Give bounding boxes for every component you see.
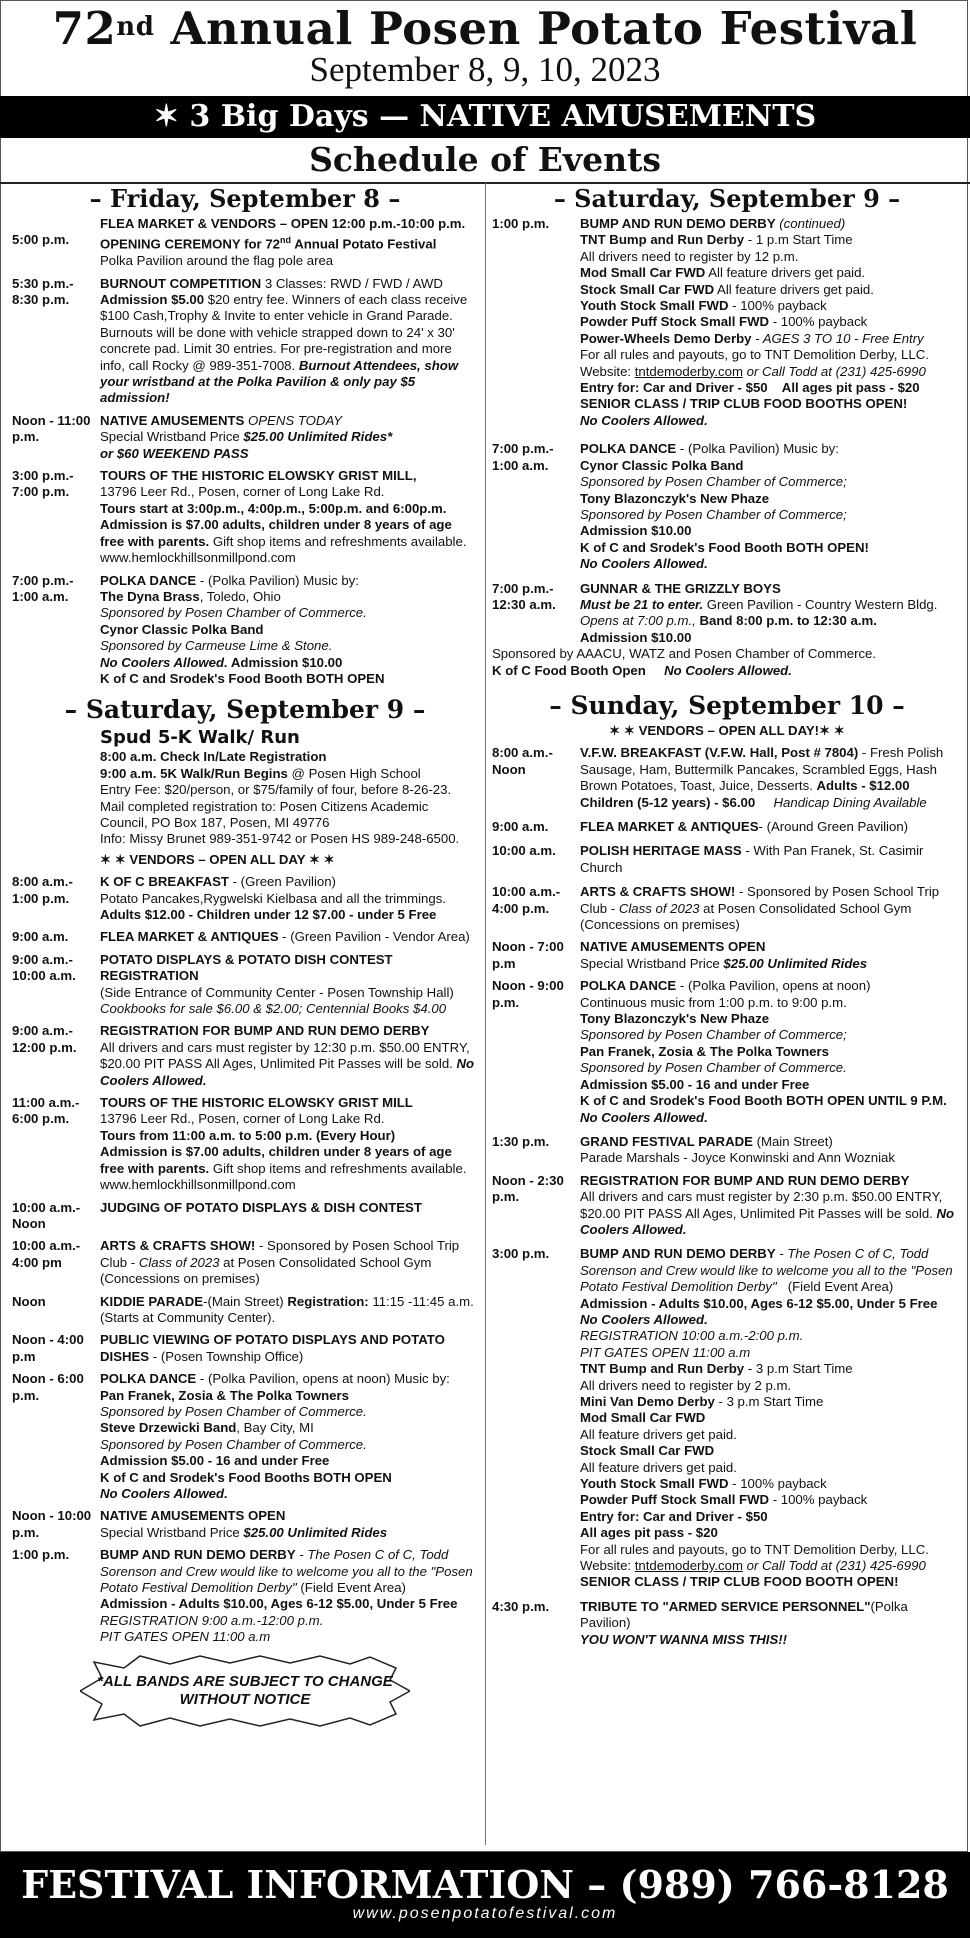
festival-information-phone: FESTIVAL INFORMATION – (989) 766-8128 [21, 1862, 949, 1907]
event-flea-market-sunday: 9:00 a.m. FLEA MARKET & ANTIQUES- (Around Green Pavilion) [492, 819, 909, 834]
event-arts-crafts-sunday: 10:00 a.m.- 4:00 p.m. ARTS & CRAFTS SHOW! - Sponsored by Posen School Trip Club - Class of 2023 at Posen Consolidated School Gym (Concessions on premises) [492, 884, 940, 933]
gunnar-sponsor-line: Sponsored by AAACU, WATZ and Posen Chamber of Commerce. K of C Food Booth Open No Coolers Allowed. [492, 646, 877, 678]
event-kofc-breakfast: 8:00 a.m.- 1:00 p.m. K OF C BREAKFAST - (Green Pavilion) Potato Pancakes,Rygwelski Kielbasa and all the trimmings. Adults $12.00 - Children under 12 $7.00 - under 5 Free [12, 874, 446, 923]
tnt-website-link-sunday[interactable]: tntdemoderby.com [634, 1558, 743, 1574]
bands-notice-starburst [80, 1654, 410, 1728]
spud-5k-title: Spud 5-K Walk/ Run [100, 727, 300, 749]
footer [0, 1852, 970, 1938]
page-title: 72nd Annual Posen Potato Festival [52, 2, 918, 55]
right-column [492, 182, 962, 1654]
festival-website[interactable]: www.posenpotatofestival.com [352, 1905, 618, 1922]
event-opening-ceremony: 5:00 p.m. OPENING CEREMONY for 72nd Annual Potato Festival Polka Pavilion around the flag pole area [12, 232, 437, 269]
friday-heading: – Friday, September 8 – [89, 184, 401, 213]
event-grist-mill-tours-saturday: 11:00 a.m.- 6:00 p.m. TOURS OF THE HISTORIC ELOWSKY GRIST MILL 13796 Leer Rd., Posen, corner of Long Lake Rd. Tours from 11:00 a.m. to 5:00 p.m. (Every Hour) Admission is $7.00 adults, children under 8 years of age free with parents. Gift shop items and refreshments available. www.hemlockhillsonmillpond.com [12, 1095, 467, 1193]
banner-native-amusements: ✶ 3 Big Days — NATIVE AMUSEMENTS [0, 96, 970, 138]
schedule-heading: Schedule of Events [0, 138, 970, 184]
festival-dates: September 8, 9, 10, 2023 [309, 50, 661, 89]
event-kiddie-parade: Noon KIDDIE PARADE-(Main Street) Registration: 11:15 -11:45 a.m. (Starts at Community Center). [12, 1293, 474, 1325]
event-judging: 10:00 a.m.- Noon JUDGING OF POTATO DISPLAYS & DISH CONTEST [12, 1199, 422, 1231]
event-grand-parade: 1:30 p.m. GRAND FESTIVAL PARADE (Main Street) Parade Marshals - Joyce Konwinski and Ann Wozniak [492, 1133, 895, 1166]
event-grist-mill-tours-friday: 3:00 p.m.- 7:00 p.m. TOURS OF THE HISTORIC ELOWSKY GRIST MILL, 13796 Leer Rd., Posen, corner of Long Lake Rd. Tours start at 3:00p.m., 4:00p.m., 5:00p.m. and 6:00p.m. Admission is $7.00 adults, children under 8 years of age free with parents. Gift shop items and refreshments available. www.hemlockhillsonmillpond.com [12, 468, 467, 566]
saturday-heading-right: – Saturday, September 9 – [553, 184, 901, 213]
event-native-amusements-sunday: Noon - 7:00 p.m NATIVE AMUSEMENTS OPEN Special Wristband Price $25.00 Unlimited Rides [492, 939, 868, 971]
event-arts-crafts-saturday: 10:00 a.m.- 4:00 pm ARTS & CRAFTS SHOW! - Sponsored by Posen School Trip Club - Class of 2023 at Posen Consolidated School Gym (Concessions on premises) [12, 1238, 460, 1287]
saturday-vendors-open: ✶ ✶ VENDORS – OPEN ALL DAY ✶ ✶ [100, 851, 335, 867]
event-burnout-competition: 5:30 p.m.- 8:30 p.m. BURNOUT COMPETITION 3 Classes: RWD / FWD / AWD Admission $5.00 $20 entry fee. Winners of each class receive $100 Cash,Trophy & Invite to enter vehicle in Grand Parade. Burnouts will be done with vehicle strapped down to 24' x 30' concrete pad. Limit 30 entries. For pre-registration and more info, call Rocky @ 989-351-7008. Burnout Attendees, show your wristband at the Polka Pavilion & only pay $5 admission! [12, 275, 468, 406]
event-demo-derby-sunday: 3:00 p.m. BUMP AND RUN DEMO DERBY - The Posen C of C, Todd Sorenson and Crew would like to welcome you all to the "Posen Potato Festival Demolition Derby" (Field Event Area) Admission - Adults $10.00, Ages 6-12 $5.00, Under 5 Free No Coolers Allowed. REGISTRATION 10:00 a.m.-2:00 p.m. PIT GATES OPEN 11:00 a.m TNT Bump and Run Derby - 3 p.m Start Time All drivers need to register by 2 p.m. Mini Van Demo Derby - 3 p.m Start Time Mod Small Car FWD All feature drivers get paid. Stock Small Car FWD All feature drivers get paid. Youth Stock Small FWD - 100% payback Powder Puff Stock Small FWD - 100% payback Entry for: Car and Driver - $50 All ages pit pass - $20 For all rules and payouts, go to TNT Demolition Derby, LLC. Website: tntdemoderby.com or Call Todd at (231) 425-6990 SENIOR CLASS / TRIP CLUB FOOD BOOTH OPEN! [492, 1246, 953, 1590]
friday-flea-market: FLEA MARKET & VENDORS – OPEN 12:00 p.m.-10:00 p.m. [100, 216, 466, 231]
event-polka-dance-sunday: Noon - 9:00 p.m. POLKA DANCE - (Polka Pavilion, opens at noon) Continuous music from 1:00 p.m. to 9:00 p.m. Tony Blazonczyk's New Phaze Sponsored by Posen Chamber of Commerce; Pan Franek, Zosia & The Polka Towners Sponsored by Posen Chamber of Commerce. Admission $5.00 - 16 and under Free K of C and Srodek's Food Booth BOTH OPEN UNTIL 9 P.M. No Coolers Allowed. [492, 978, 947, 1125]
event-derby-registration-sunday: Noon - 2:30 p.m. REGISTRATION FOR BUMP AND RUN DEMO DERBY All drivers and cars must register by 2:30 p.m. $50.00 ENTRY, $20.00 PIT PASS All Ages, Unlimited Pit Passes will be sold. No Coolers Allowed. [492, 1172, 955, 1237]
event-polka-dance-saturday-noon: Noon - 6:00 p.m. POLKA DANCE - (Polka Pavilion, opens at noon) Music by: Pan Franek, Zosia & The Polka Towners Sponsored by Posen Chamber of Commerce. Steve Drzewicki Band, Bay City, MI Sponsored by Posen Chamber of Commerce. Admission $5.00 - 16 and under Free K of C and Srodek's Food Booths BOTH OPEN No Coolers Allowed. [12, 1371, 450, 1502]
sunday-vendors-open: ✶ ✶ VENDORS – OPEN ALL DAY!✶ ✶ [609, 722, 845, 738]
event-polka-dance-friday: 7:00 p.m.- 1:00 a.m. POLKA DANCE - (Polka Pavilion) Music by: The Dyna Brass, Toledo, Ohio Sponsored by Posen Chamber of Commerce. Cynor Classic Polka Band Sponsored by Carmeuse Lime & Stone. No Coolers Allowed. Admission $10.00 K of C and Srodek's Food Booth BOTH OPEN [12, 572, 385, 686]
spud-5k-details: 8:00 a.m. Check In/Late Registration 9:00 a.m. 5K Walk/Run Begins @ Posen High School Entry Fee: $20/person, or $75/family of four, before 8-26-23. Mail completed registration to: Posen Citizens Academic Council, PO Box 187, Posen, MI 49776 Info: Missy Brunet 989-351-9742 or Posen HS 989-248-6500. [100, 749, 460, 847]
event-polka-dance-saturday-night: 7:00 p.m.- 1:00 a.m. POLKA DANCE - (Polka Pavilion) Music by: Cynor Classic Polka Band Sponsored by Posen Chamber of Commerce; Tony Blazonczyk's New Phaze Sponsored by Posen Chamber of Commerce; Admission $10.00 K of C and Srodek's Food Booth BOTH OPEN! No Coolers Allowed. [492, 441, 869, 572]
event-polish-heritage-mass: 10:00 a.m. POLISH HERITAGE MASS - With Pan Franek, St. Casimir Church [492, 843, 924, 875]
event-potato-display-registration: 9:00 a.m.- 10:00 a.m. POTATO DISPLAYS & POTATO DISH CONTEST REGISTRATION (Side Entrance of Community Center - Posen Township Hall) Cookbooks for sale $6.00 & $2.00; Centennial Books $4.00 [12, 951, 454, 1017]
left-column [12, 182, 478, 1728]
tnt-website-link-saturday[interactable]: tntdemoderby.com [634, 363, 743, 379]
event-demo-derby-continued: 1:00 p.m. BUMP AND RUN DEMO DERBY (continued) TNT Bump and Run Derby - 1 p.m Start Time All drivers need to register by 12 p.m. Mod Small Car FWD All feature drivers get paid. Stock Small Car FWD All feature drivers get paid. Youth Stock Small FWD - 100% payback Powder Puff Stock Small FWD - 100% payback Power-Wheels Demo Derby - AGES 3 TO 10 - Free Entry For all rules and payouts, go to TNT Demolition Derby, LLC. Website: tntdemoderby.com or Call Todd at (231) 425-6990 Entry for: Car and Driver - $50 All ages pit pass - $20 SENIOR CLASS / TRIP CLUB FOOD BOOTHS OPEN! No Coolers Allowed. [492, 216, 929, 428]
saturday-heading-left: – Saturday, September 9 – [64, 695, 426, 725]
event-gunnar-grizzly-boys: 7:00 p.m.- 12:30 a.m. GUNNAR & THE GRIZZLY BOYS Must be 21 to enter. Green Pavilion - Country Western Bldg. Opens at 7:00 p.m., Band 8:00 p.m. to 12:30 a.m. Admission $10.00 [492, 580, 938, 645]
event-derby-registration-saturday: 9:00 a.m.- 12:00 p.m. REGISTRATION FOR BUMP AND RUN DEMO DERBY All drivers and cars must register by 12:30 p.m. $50.00 ENTRY, $20.00 PIT PASS All Ages, Unlimited Pit Passes will be sold. No Coolers Allowed. [12, 1023, 475, 1088]
event-public-viewing: Noon - 4:00 p.m PUBLIC VIEWING OF POTATO DISPLAYS AND POTATO DISHES - (Posen Township Office) [12, 1332, 445, 1364]
column-divider [485, 183, 486, 1845]
sunday-heading: – Sunday, September 10 – [549, 690, 905, 720]
event-native-amusements-friday: Noon - 11:00 p.m. NATIVE AMUSEMENTS OPENS TODAY Special Wristband Price $25.00 Unlimited Rides* or $60 WEEKEND PASS [12, 412, 393, 461]
event-armed-service-tribute: 4:30 p.m. TRIBUTE TO "ARMED SERVICE PERSONNEL"(Polka Pavilion) YOU WON'T WANNA MISS THIS!! [492, 1598, 908, 1647]
event-flea-market-saturday: 9:00 a.m. FLEA MARKET & ANTIQUES - (Green Pavilion - Vendor Area) [12, 929, 470, 945]
event-demo-derby-saturday: 1:00 p.m. BUMP AND RUN DEMO DERBY - The Posen C of C, Todd Sorenson and Crew would like to welcome you all to the "Posen Potato Festival Demolition Derby" (Field Event Area) Admission - Adults $10.00, Ages 6-12 $5.00, Under 5 Free REGISTRATION 9:00 a.m.-12:00 p.m. PIT GATES OPEN 11:00 a.m [12, 1547, 473, 1645]
event-native-amusements-saturday: Noon - 10:00 p.m. NATIVE AMUSEMENTS OPEN Special Wristband Price $25.00 Unlimited Rides [12, 1508, 388, 1540]
event-vfw-breakfast: 8:00 a.m.- Noon V.F.W. BREAKFAST (V.F.W. Hall, Post # 7804) - Fresh Polish Sausage, Ham, Buttermilk Pancakes, Scrambled Eggs, Hash Brown Potatoes, Toast, Juice, Desserts. Adults - $12.00 Children (5-12 years) - $6.00 Handicap Dining Available [492, 745, 944, 810]
bands-notice-text: *ALL BANDS ARE SUBJECT TO CHANGE WITHOUT NOTICE [97, 1672, 393, 1708]
